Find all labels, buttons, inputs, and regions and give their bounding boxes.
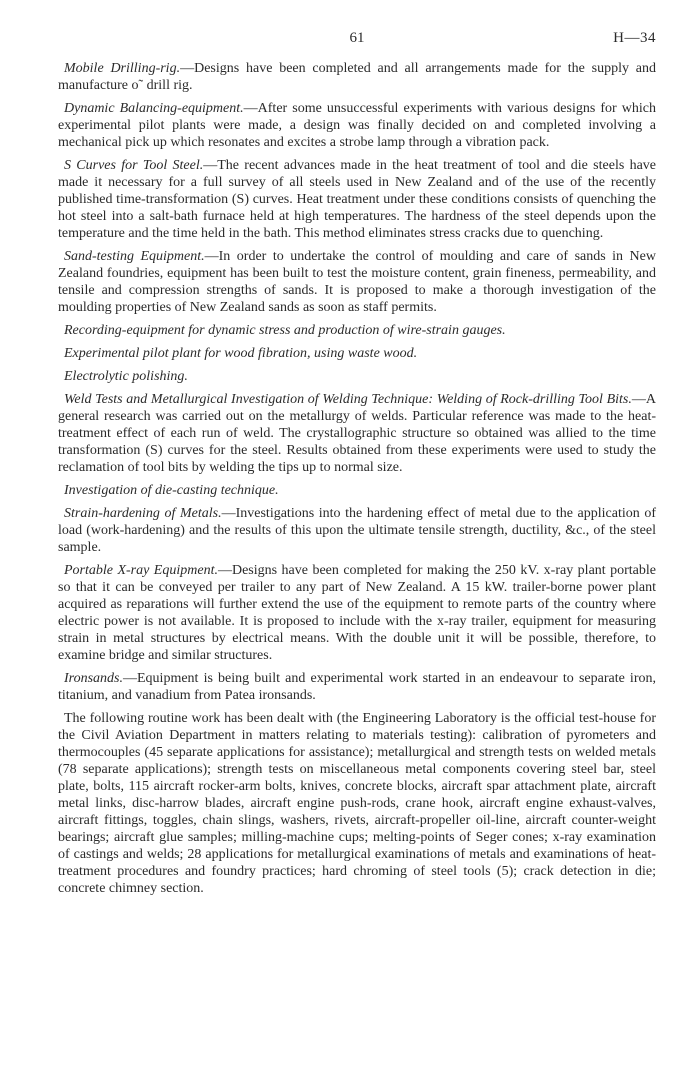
paragraph-body: —The recent advances made in the heat treatment of tool and die steels have made it necessary for a full survey of all steels used in New Zealand and of the use of the recently published time-transformation (S) curves. Heat treatment under these conditions consists of quenching the hot steel into a salt-bath furnace held at high temperatures. The hardness of the steel depends upon the temperature and the time held in the bath. This method eliminates stress cracks due to quenching. (58, 158, 656, 241)
paragraph-body: —After some unsuccessful experiments with various designs for which experimental pilot plants were made, a design was finally decided on and completed involving a mechanical pick up which resonates and excites a strobe lamp through a vibration pack. (58, 101, 656, 150)
paragraph-strain-hardening (58, 505, 656, 556)
paragraph-body: —Designs have been completed and all arrangements made for the supply and manufacture o˜ drill rig. (58, 61, 657, 93)
paragraph-heading: Dynamic Balancing-equipment. (64, 101, 244, 116)
page-number: 61 (349, 30, 365, 46)
paragraph-heading: S Curves for Tool Steel. (64, 158, 204, 173)
paragraph-heading: Ironsands. (64, 671, 123, 686)
paragraph-body: —In order to undertake the control of moulding and care of sands in New Zealand foundries, equipment has been built to test the moisture content, grain fineness, permeability, and tensile and compression strengths of sands. It is proposed to make a thorough investigation of the moulding properties of New Zealand sands as soon as staff permits. (58, 249, 656, 315)
paragraph-heading: Portable X-ray Equipment. (64, 563, 218, 578)
paragraph-recording-equipment (58, 322, 656, 339)
paragraph-body: —Designs have been completed for making the 250 kV. x-ray plant portable so that it can be conveyed per trailer to any part of New Zealand. A 15 kW. trailer-borne power plant acquired as reparations will further extend the use of the equipment to remote parts of the country where electric power is not available. It is proposed to include with the x-ray trailer, equipment for measuring strain in metal structures by electrical means. With the double unit it will be possible, therefore, to examine bridge and similar structures. (58, 563, 657, 663)
paragraph-heading: Investigation of die-casting technique. (64, 483, 279, 498)
paragraph-body: —A general research was carried out on the metallurgy of welds. Particular reference was made to the heat-treatment effect of each run of weld. The crystallographic structure so obtained was allied to the time transformation (S) curves for the steel. Results obtained from these experiments were used to study the reclamation of tool bits by welding the tips up to normal size. (58, 392, 656, 475)
paragraph-body: —Investigations into the hardening effect of metal due to the application of load (work-hardening) and the results of this upon the ultimate tensile strength, ductility, &c., of the steel sample. (58, 506, 656, 555)
paragraph-ironsands (58, 670, 656, 704)
paragraph-body: —Equipment is being built and experimental work started in an endeavour to separate iron, titanium, and vanadium from Patea ironsands. (58, 671, 656, 703)
paragraph-dynamic-balancing (58, 100, 656, 151)
paragraph-heading: Experimental pilot plant for wood fibration, using waste wood. (64, 346, 418, 361)
paragraph-heading: Strain-hardening of Metals. (64, 506, 222, 521)
paragraph-heading: Electrolytic polishing. (64, 369, 188, 384)
paragraph-mobile-drilling-rig (58, 60, 656, 94)
paragraph-heading: Weld Tests and Metallurgical Investigation of Welding Technique: Welding of Rock-drilling Tool Bits. (64, 392, 632, 407)
page-header (58, 30, 656, 50)
paragraph-heading: Sand-testing Equipment. (64, 249, 205, 264)
paragraph-heading: Recording-equipment for dynamic stress and production of wire-strain gauges. (64, 323, 506, 338)
paragraph-electrolytic-polishing (58, 368, 656, 385)
paragraph-pilot-plant (58, 345, 656, 362)
paragraph-portable-x-ray (58, 562, 656, 664)
paragraph-routine-work: The following routine work has been dealt with (the Engineering Laboratory is the official test-house for the Civil Aviation Department in matters relating to materials testing): calibration of pyrometers and thermocouples (45 separate applications for assistance); metallurgical and strength tests on welded metals (78 separate applications); strength tests on miscellaneous metal components covering steel bar, steel plate, bolts, 115 aircraft rocker-arm bolts, knives, concrete blocks, aircraft spar attachment plate, aircraft metal links, disc-harrow blades, aircraft engine push-rods, crane hook, aircraft engine exhaust-valves, aircraft fittings, toggles, chain slings, washers, rivets, aircraft-propeller oil-line, aircraft counter-weight bearings; aircraft glue samples; milling-machine cups; melting-points of Seger cones; x-ray examination of castings and welds; 28 applications for metallurgical examinations of metals and examinations of heat-treatment procedures and foundry practices; hard chroming of steel tools (5); crack detection in die; concrete chimney section. (58, 711, 656, 896)
paragraph-weld-tests (58, 391, 656, 476)
paragraph-s-curves (58, 157, 656, 242)
paragraph-die-casting (58, 482, 656, 499)
document-reference: H—34 (613, 30, 656, 46)
paragraph-sand-testing (58, 248, 656, 316)
paragraph-heading: Mobile Drilling-rig. (64, 61, 181, 76)
